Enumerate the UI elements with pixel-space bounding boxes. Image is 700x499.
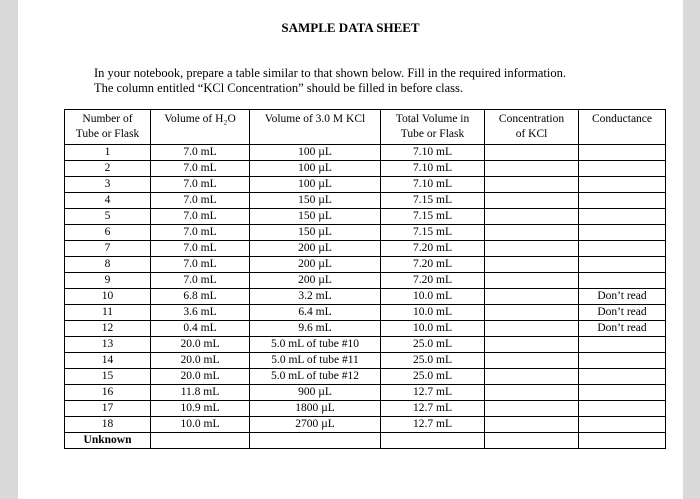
cell-conductance bbox=[579, 369, 666, 385]
cell-total-volume: 10.0 mL bbox=[381, 289, 485, 305]
cell-total-volume: 7.20 mL bbox=[381, 273, 485, 289]
cell-concentration bbox=[485, 257, 579, 273]
cell-volume-kcl: 3.2 mL bbox=[250, 289, 381, 305]
cell-tube-number: 5 bbox=[65, 209, 151, 225]
cell-volume-kcl: 5.0 mL of tube #12 bbox=[250, 369, 381, 385]
cell-tube-number: Unknown bbox=[65, 433, 151, 449]
cell-tube-number: 7 bbox=[65, 241, 151, 257]
cell-volume-kcl: 100 µL bbox=[250, 161, 381, 177]
cell-conductance bbox=[579, 433, 666, 449]
table-row bbox=[65, 433, 666, 449]
cell-volume-h2o: 7.0 mL bbox=[151, 241, 250, 257]
cell-concentration bbox=[485, 177, 579, 193]
cell-volume-kcl: 100 µL bbox=[250, 145, 381, 161]
header-concentration: Concentration of KCl bbox=[485, 110, 579, 145]
table-row bbox=[65, 353, 666, 369]
table-body bbox=[65, 145, 666, 449]
cell-volume-kcl: 150 µL bbox=[250, 209, 381, 225]
cell-tube-number: 1 bbox=[65, 145, 151, 161]
cell-conductance bbox=[579, 193, 666, 209]
cell-conductance: Don’t read bbox=[579, 321, 666, 337]
table-row bbox=[65, 417, 666, 433]
cell-volume-h2o: 20.0 mL bbox=[151, 337, 250, 353]
instructions-line-2: The column entitled “KCl Concentration” should be filled in before class. bbox=[94, 81, 463, 95]
cell-volume-h2o: 7.0 mL bbox=[151, 225, 250, 241]
cell-tube-number: 13 bbox=[65, 337, 151, 353]
table-row bbox=[65, 321, 666, 337]
instructions bbox=[94, 66, 654, 96]
cell-concentration bbox=[485, 385, 579, 401]
table-row bbox=[65, 385, 666, 401]
cell-volume-kcl bbox=[250, 433, 381, 449]
cell-concentration bbox=[485, 161, 579, 177]
cell-total-volume: 10.0 mL bbox=[381, 321, 485, 337]
cell-volume-kcl: 150 µL bbox=[250, 225, 381, 241]
cell-total-volume: 25.0 mL bbox=[381, 337, 485, 353]
cell-volume-h2o: 3.6 mL bbox=[151, 305, 250, 321]
cell-volume-h2o: 7.0 mL bbox=[151, 145, 250, 161]
cell-concentration bbox=[485, 401, 579, 417]
cell-concentration bbox=[485, 145, 579, 161]
cell-tube-number: 16 bbox=[65, 385, 151, 401]
table-row bbox=[65, 273, 666, 289]
cell-total-volume: 12.7 mL bbox=[381, 417, 485, 433]
cell-volume-kcl: 200 µL bbox=[250, 257, 381, 273]
cell-total-volume: 12.7 mL bbox=[381, 385, 485, 401]
cell-total-volume: 7.20 mL bbox=[381, 241, 485, 257]
cell-concentration bbox=[485, 193, 579, 209]
cell-conductance bbox=[579, 257, 666, 273]
cell-tube-number: 17 bbox=[65, 401, 151, 417]
cell-volume-h2o: 10.0 mL bbox=[151, 417, 250, 433]
cell-volume-h2o: 20.0 mL bbox=[151, 369, 250, 385]
cell-volume-kcl: 5.0 mL of tube #11 bbox=[250, 353, 381, 369]
header-total-volume: Total Volume in Tube or Flask bbox=[381, 110, 485, 145]
cell-volume-kcl: 200 µL bbox=[250, 241, 381, 257]
table-row bbox=[65, 257, 666, 273]
table-row bbox=[65, 241, 666, 257]
header-conductance: Conductance bbox=[579, 110, 666, 145]
table-row bbox=[65, 161, 666, 177]
cell-tube-number: 9 bbox=[65, 273, 151, 289]
cell-conductance bbox=[579, 337, 666, 353]
cell-volume-h2o: 0.4 mL bbox=[151, 321, 250, 337]
cell-concentration bbox=[485, 289, 579, 305]
table-row bbox=[65, 145, 666, 161]
cell-tube-number: 3 bbox=[65, 177, 151, 193]
cell-volume-h2o bbox=[151, 433, 250, 449]
cell-volume-h2o: 7.0 mL bbox=[151, 177, 250, 193]
cell-tube-number: 2 bbox=[65, 161, 151, 177]
cell-volume-h2o: 7.0 mL bbox=[151, 193, 250, 209]
cell-total-volume: 7.10 mL bbox=[381, 177, 485, 193]
cell-concentration bbox=[485, 305, 579, 321]
cell-total-volume: 12.7 mL bbox=[381, 401, 485, 417]
header-volume-h2o: Volume of H₂O bbox=[151, 110, 250, 145]
cell-concentration bbox=[485, 225, 579, 241]
header-tube-number: Number of Tube or Flask bbox=[65, 110, 151, 145]
cell-total-volume: 7.10 mL bbox=[381, 161, 485, 177]
cell-total-volume: 7.15 mL bbox=[381, 225, 485, 241]
cell-tube-number: 6 bbox=[65, 225, 151, 241]
cell-volume-kcl: 2700 µL bbox=[250, 417, 381, 433]
cell-volume-h2o: 7.0 mL bbox=[151, 161, 250, 177]
cell-tube-number: 15 bbox=[65, 369, 151, 385]
table-row bbox=[65, 337, 666, 353]
cell-volume-kcl: 5.0 mL of tube #10 bbox=[250, 337, 381, 353]
cell-conductance bbox=[579, 241, 666, 257]
cell-conductance bbox=[579, 401, 666, 417]
cell-conductance: Don’t read bbox=[579, 289, 666, 305]
cell-volume-kcl: 900 µL bbox=[250, 385, 381, 401]
cell-volume-h2o: 11.8 mL bbox=[151, 385, 250, 401]
cell-conductance bbox=[579, 209, 666, 225]
cell-volume-kcl: 1800 µL bbox=[250, 401, 381, 417]
cell-concentration bbox=[485, 337, 579, 353]
data-sheet-page bbox=[18, 0, 683, 499]
cell-volume-h2o: 7.0 mL bbox=[151, 257, 250, 273]
table-row bbox=[65, 193, 666, 209]
cell-volume-h2o: 7.0 mL bbox=[151, 209, 250, 225]
cell-tube-number: 12 bbox=[65, 321, 151, 337]
cell-volume-kcl: 200 µL bbox=[250, 273, 381, 289]
instructions-line-1: In your notebook, prepare a table similar to that shown below. Fill in the required information. bbox=[94, 66, 566, 80]
table-row bbox=[65, 225, 666, 241]
cell-tube-number: 18 bbox=[65, 417, 151, 433]
cell-conductance bbox=[579, 225, 666, 241]
cell-concentration bbox=[485, 353, 579, 369]
cell-conductance bbox=[579, 385, 666, 401]
cell-concentration bbox=[485, 241, 579, 257]
cell-concentration bbox=[485, 417, 579, 433]
cell-total-volume: 25.0 mL bbox=[381, 369, 485, 385]
cell-tube-number: 11 bbox=[65, 305, 151, 321]
cell-volume-kcl: 9.6 mL bbox=[250, 321, 381, 337]
cell-concentration bbox=[485, 369, 579, 385]
cell-volume-h2o: 6.8 mL bbox=[151, 289, 250, 305]
cell-conductance bbox=[579, 273, 666, 289]
cell-volume-kcl: 150 µL bbox=[250, 193, 381, 209]
cell-concentration bbox=[485, 321, 579, 337]
cell-total-volume: 7.10 mL bbox=[381, 145, 485, 161]
cell-volume-h2o: 10.9 mL bbox=[151, 401, 250, 417]
cell-concentration bbox=[485, 273, 579, 289]
cell-tube-number: 10 bbox=[65, 289, 151, 305]
cell-conductance bbox=[579, 145, 666, 161]
cell-volume-h2o: 20.0 mL bbox=[151, 353, 250, 369]
cell-conductance bbox=[579, 417, 666, 433]
data-table bbox=[64, 109, 666, 449]
header-volume-kcl: Volume of 3.0 M KCl bbox=[250, 110, 381, 145]
cell-conductance bbox=[579, 353, 666, 369]
cell-total-volume: 25.0 mL bbox=[381, 353, 485, 369]
cell-total-volume: 10.0 mL bbox=[381, 305, 485, 321]
cell-tube-number: 8 bbox=[65, 257, 151, 273]
cell-conductance bbox=[579, 161, 666, 177]
table-header-row bbox=[65, 110, 666, 145]
cell-volume-kcl: 100 µL bbox=[250, 177, 381, 193]
cell-volume-kcl: 6.4 mL bbox=[250, 305, 381, 321]
cell-total-volume: 7.15 mL bbox=[381, 193, 485, 209]
cell-concentration bbox=[485, 209, 579, 225]
cell-total-volume bbox=[381, 433, 485, 449]
cell-total-volume: 7.15 mL bbox=[381, 209, 485, 225]
table-row bbox=[65, 369, 666, 385]
cell-tube-number: 4 bbox=[65, 193, 151, 209]
table-row bbox=[65, 289, 666, 305]
table-row bbox=[65, 209, 666, 225]
page-title: SAMPLE DATA SHEET bbox=[281, 20, 420, 35]
cell-total-volume: 7.20 mL bbox=[381, 257, 485, 273]
table-row bbox=[65, 401, 666, 417]
cell-tube-number: 14 bbox=[65, 353, 151, 369]
table-row bbox=[65, 305, 666, 321]
table-row bbox=[65, 177, 666, 193]
cell-conductance: Don’t read bbox=[579, 305, 666, 321]
cell-conductance bbox=[579, 177, 666, 193]
cell-volume-h2o: 7.0 mL bbox=[151, 273, 250, 289]
cell-concentration bbox=[485, 433, 579, 449]
